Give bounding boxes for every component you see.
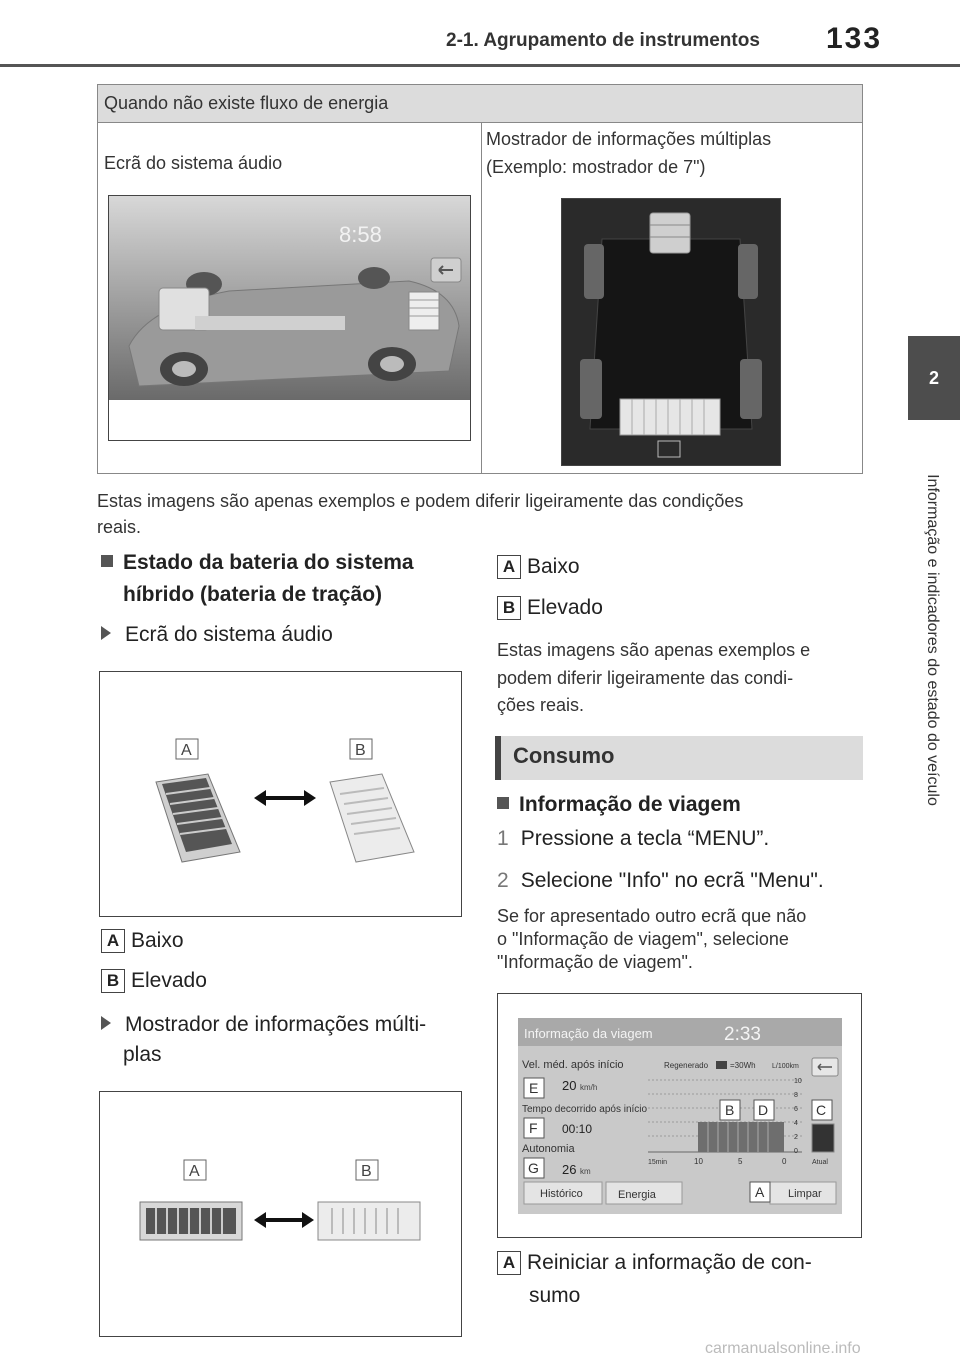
audio-screen-image — [108, 195, 471, 441]
elapsed-label: Tempo decorrido após início — [522, 1104, 648, 1115]
consumption-banner — [495, 736, 863, 780]
info-note-1: Se for apresentado outro ecrã que não — [497, 906, 807, 926]
triangle-bullet-icon — [101, 626, 111, 640]
regen-label: Regenerado — [664, 1061, 709, 1070]
battery-status-heading: Estado da bateria do sistema — [101, 548, 414, 578]
y-tick-4: 4 — [794, 1120, 798, 1127]
key-b-high-right: B Elevado — [497, 596, 603, 620]
info-note-3: "Informação de viagem". — [497, 952, 693, 972]
screen-clock: 2:33 — [724, 1024, 761, 1045]
page-number: 133 — [826, 22, 883, 55]
y-tick-8: 8 — [794, 1092, 798, 1099]
y-tick-2: 2 — [794, 1134, 798, 1141]
info-note-2: o "Informação de viagem", selecione — [497, 929, 789, 949]
chapter-title: Informação e indicadores do estado do veículo — [924, 474, 941, 806]
callout-c: C — [816, 1102, 827, 1118]
square-bullet-icon — [101, 555, 113, 567]
audio-clock: 8:58 — [339, 222, 382, 247]
square-bullet-icon — [497, 797, 509, 809]
battery-audio-image — [99, 671, 462, 917]
key-a-badge: A — [101, 929, 125, 953]
images-note-1: Estas imagens são apenas exemplos e — [497, 640, 811, 660]
trip-info-heading: Informação de viagem — [497, 790, 741, 820]
key-a-badge: A — [497, 555, 521, 579]
battery-high-icon — [318, 1202, 420, 1240]
triangle-bullet-icon — [101, 1016, 111, 1030]
car-energy-illustration — [109, 196, 470, 440]
energy-button-label: Energia — [618, 1189, 656, 1201]
battery-low-icon — [156, 774, 240, 862]
bullet-audio-screen: Ecrã do sistema áudio — [101, 620, 333, 650]
unit-label: L/100km — [772, 1063, 799, 1070]
y-tick-6: 6 — [794, 1106, 798, 1113]
header-rule — [0, 64, 960, 67]
callout-b: B — [725, 1102, 735, 1118]
bullet-multi-display-cont: plas — [123, 1043, 162, 1066]
elapsed-value: 00:10 — [562, 1122, 593, 1136]
consumption-title: Consumo — [513, 743, 615, 768]
callout-b: B — [355, 742, 366, 759]
battery-multi-image — [99, 1091, 462, 1337]
callout-f: F — [529, 1120, 538, 1136]
table-note-line2: reais. — [97, 517, 142, 537]
multi-display-caption: Mostrador de informações múltiplas — [486, 129, 772, 149]
current-label: Atual — [812, 1159, 828, 1166]
battery-icon — [620, 399, 720, 435]
reset-cont: sumo — [529, 1284, 581, 1307]
callout-a: A — [181, 742, 192, 759]
step-2: 2 Selecione "Info" no ecrã "Menu". — [497, 869, 824, 892]
car-topview-illustration — [562, 199, 780, 465]
trip-info-screen — [497, 993, 862, 1238]
section-title: 2-1. Agrupamento de instrumentos — [446, 30, 760, 51]
key-b-badge: B — [497, 596, 521, 620]
double-arrow-icon — [254, 790, 316, 806]
table-divider — [481, 123, 482, 473]
energy-icon — [716, 1061, 727, 1069]
images-note-2: podem diferir ligeiramente das condi- — [497, 668, 794, 688]
x-tick-5: 5 — [738, 1157, 743, 1166]
watermark: carmanualsonline.info — [705, 1340, 861, 1357]
y-tick-0: 0 — [794, 1148, 798, 1155]
range-label: Autonomia — [522, 1143, 575, 1155]
history-button-label: Histórico — [540, 1188, 583, 1200]
callout-a: A — [755, 1184, 765, 1200]
current-bar — [812, 1124, 834, 1152]
x-tick-0: 0 — [782, 1157, 787, 1166]
table-header: Quando não existe fluxo de energia — [98, 85, 862, 123]
avg-speed-label: Vel. méd. após início — [522, 1059, 624, 1071]
key-a-badge: A — [497, 1251, 521, 1275]
audio-screen-caption: Ecrã do sistema áudio — [104, 153, 283, 173]
step-1: 1 Pressione a tecla “MENU”. — [497, 827, 770, 850]
y-tick-10: 10 — [794, 1078, 802, 1085]
avg-speed-value: 20 — [562, 1078, 577, 1093]
battery-high-icon — [330, 774, 414, 862]
key-b-high: B Elevado — [101, 969, 207, 993]
multi-display-image — [561, 198, 781, 466]
x-tick-15min: 15min — [648, 1159, 668, 1166]
multi-display-example: (Exemplo: mostrador de 7") — [486, 157, 706, 177]
range-unit: km — [580, 1167, 591, 1176]
key-b-badge: B — [101, 969, 125, 993]
page-header — [0, 0, 960, 70]
key-a-low: A Baixo — [101, 929, 184, 953]
screen-title: Informação da viagem — [524, 1026, 653, 1041]
battery-status-heading-cont: híbrido (bateria de tração) — [123, 583, 383, 606]
images-note-3: ções reais. — [497, 695, 585, 715]
clear-button-label: Limpar — [788, 1188, 822, 1200]
chapter-tab[interactable]: 2 — [908, 336, 960, 420]
key-a-low-right: A Baixo — [497, 555, 580, 579]
range-value: 26 — [562, 1162, 577, 1177]
x-tick-10: 10 — [694, 1157, 703, 1166]
callout-g: G — [528, 1160, 539, 1176]
battery-low-icon — [140, 1202, 242, 1240]
avg-speed-unit: km/h — [580, 1083, 598, 1092]
callout-b: B — [361, 1163, 372, 1180]
regen-value: =30Wh — [730, 1061, 756, 1070]
table-note-line1: Estas imagens são apenas exemplos e podem diferir ligeiramente das condições — [97, 491, 744, 511]
callout-d: D — [758, 1102, 769, 1118]
callout-e: E — [529, 1080, 539, 1096]
callout-a: A — [189, 1163, 200, 1180]
energy-flow-table — [97, 84, 863, 474]
key-a-reset: A Reiniciar a informação de con- — [497, 1251, 812, 1275]
double-arrow-icon — [254, 1212, 314, 1228]
bullet-multi-display: Mostrador de informações múlti- — [101, 1010, 426, 1040]
